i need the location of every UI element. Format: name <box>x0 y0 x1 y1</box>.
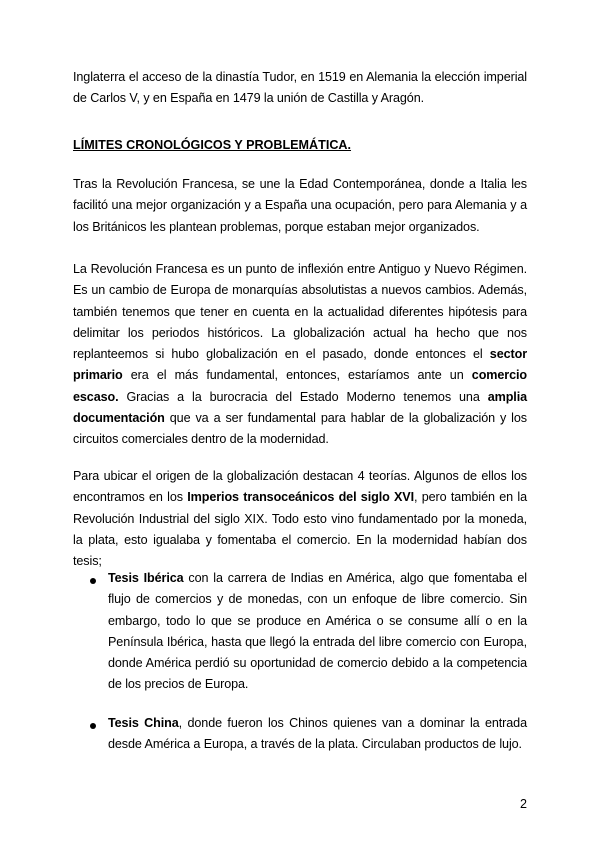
paragraph-text: , pero también en la Revolución Industrial del siglo XIX. Todo esto vino fundamentado por la moneda, la plata, esto igualaba y fomentaba el comercio. En la modernidad habían dos tesis; <box>73 490 527 569</box>
list-item-text: , donde fueron los Chinos quienes van a dominar la entrada desde América a Europa, a través de la plata. Circulaban productos de lujo. <box>108 716 527 752</box>
paragraph-punto-inflexion <box>73 259 527 451</box>
bold-term-comercio-escaso: comercio escaso. <box>73 368 527 404</box>
bullet-dot <box>90 723 96 729</box>
intro-paragraph: Inglaterra el acceso de la dinastía Tudor, en 1519 en Alemania la elección imperial de Carlos V, y en España en 1479 la unión de Castilla y Aragón. <box>73 70 527 106</box>
bold-term-amplia-documentacion: amplia documentación <box>73 389 527 426</box>
list-item-tesis-china <box>108 713 527 756</box>
paragraph-text: Para ubicar el origen de la globalización destacan 4 teorías. Algunos de ellos los encontramos en los <box>73 469 527 505</box>
paragraph-origen-globalizacion <box>73 466 527 572</box>
list-item-tesis-iberica <box>108 568 527 696</box>
bullet-dot <box>90 578 96 584</box>
paragraph-text: Gracias a la burocracia del Estado Moderno tenemos una <box>118 389 488 404</box>
list-item-title: Tesis Ibérica <box>108 571 184 585</box>
paragraph-text: que va a ser fundamental para hablar de la globalización y los circuitos comerciales dentro de la modernidad. <box>73 411 527 447</box>
section-heading: LÍMITES CRONOLÓGICOS Y PROBLEMÁTICA. <box>73 138 352 152</box>
paragraph-text: era el más fundamental, entonces, estaríamos ante un <box>122 368 472 383</box>
paragraph-text: La Revolución Francesa es un punto de inflexión entre Antiguo y Nuevo Régimen. Es un cambio de Europa de monarquías absolutistas a nuevos cambios. Además, también tenemos que tener en cuenta en la actualidad diferentes hipótesis para delimitar los periodos históricos. La globalización actual ha hecho que nos replanteemos si hubo globalización en el pasado, donde entonces el <box>73 262 527 362</box>
bold-term-imperios-transoceanicos: Imperios transoceánicos del siglo XVI <box>187 490 414 505</box>
page-number: 2 <box>520 797 528 811</box>
list-item-text: con la carrera de Indias en América, algo que fomentaba el flujo de comercios y de monedas, con un enfoque de libre comercio. Sin embargo, todo lo que se produce en América o se consume allí o en la Península Ibérica, hasta que llegó la entrada del libre comercio con Europa, donde América perdió su oportunidad de comercio debido a la competencia de los precios de Europa. <box>108 571 527 692</box>
list-item-title: Tesis China <box>108 716 179 730</box>
paragraph-revolucion-francesa: Tras la Revolución Francesa, se une la Edad Contemporánea, donde a Italia les facilitó una mejor organización y a España una ocupación, pero para Alemania y a los Británicos les plantean problemas, porque estaban mejor organizados. <box>73 177 527 234</box>
bold-term-sector-primario: sector primario <box>73 347 527 383</box>
